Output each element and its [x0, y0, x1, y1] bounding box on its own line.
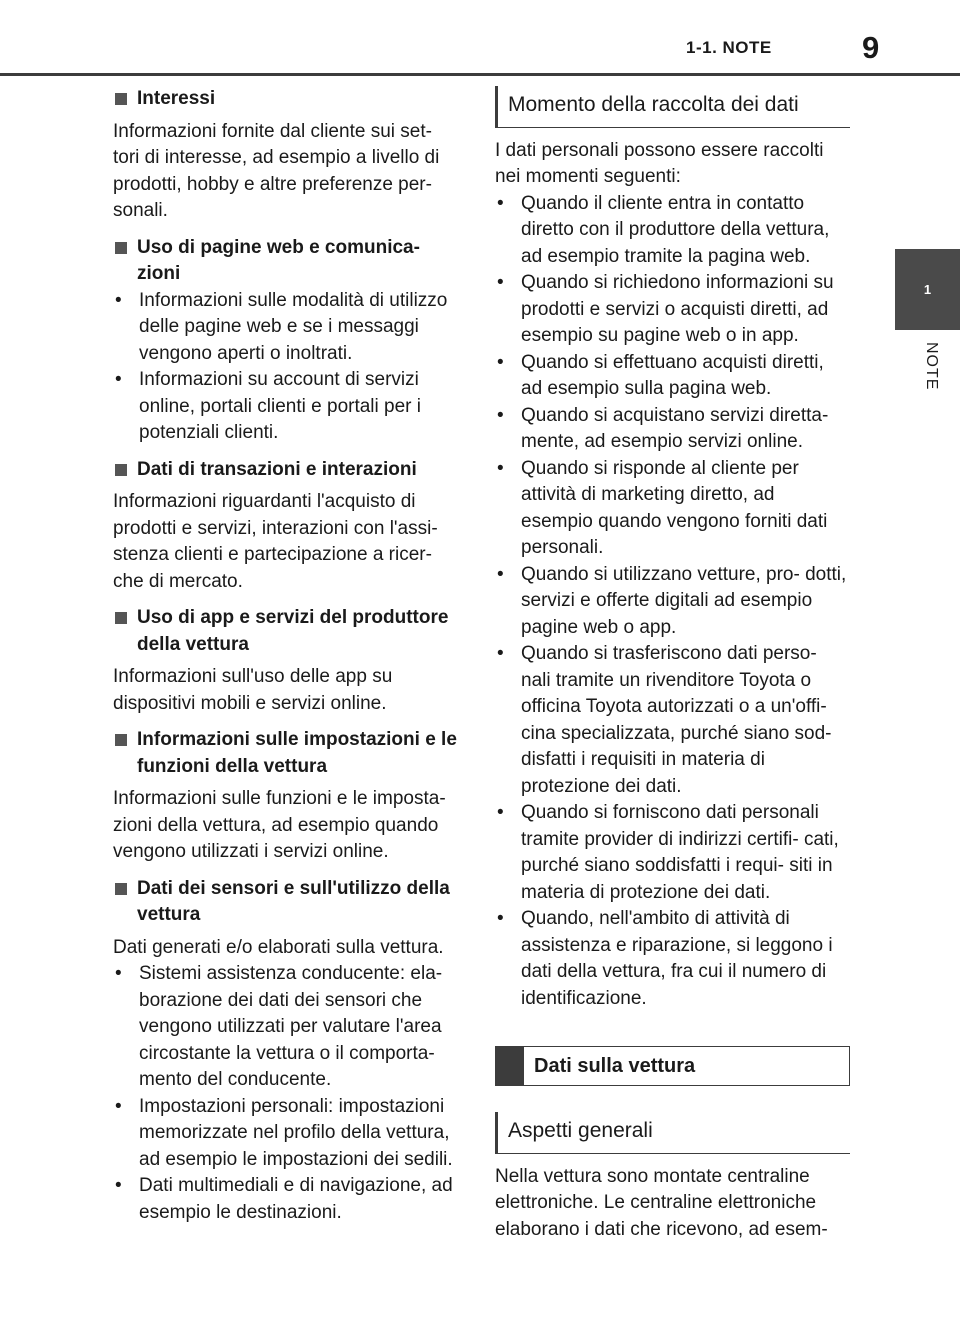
section-heading-vettura: Dati sulla vettura [495, 1046, 850, 1086]
subheading-interessi: Interessi [113, 86, 463, 113]
paragraph: Informazioni sull'uso delle app su dispositivi mobili e servizi online. [113, 666, 393, 714]
right-column [495, 86, 850, 1243]
square-bullet-icon [115, 734, 127, 746]
paragraph: Informazioni riguardanti l'acquisto di prodotti e servizi, interazioni con l'assi- stenza clienti e partecipazione a ricer- che di mercato. [113, 491, 438, 592]
list-item: • Sistemi assistenza conducente: ela- borazione dei dati dei sensori che vengono utilizzati per valutare l'area circostante la vettura o il comporta- mento del conducente. [115, 963, 443, 1090]
list-item: • Quando si effettuano acquisti diretti, ad esempio sulla pagina web. [497, 351, 824, 399]
paragraph: Nella vettura sono montate centraline elettroniche. Le centraline elettroniche elaborano i dati che ricevono, ad esem- [495, 1165, 828, 1240]
paragraph: Informazioni fornite dal cliente sui set- tori di interesse, ad esempio a livello di prodotti, hobby e altre preferenze per- sonali. [113, 120, 440, 221]
list-item: • Informazioni su account di servizi online, portali clienti e portali per i potenziali clienti. [115, 369, 421, 443]
chapter-tab[interactable]: 1 [895, 249, 960, 330]
left-column [113, 86, 463, 1226]
section-heading-raccolta: Momento della raccolta dei dati [495, 86, 850, 128]
page-number: 9 [862, 30, 880, 65]
list-item: • Quando si richiedono informazioni su prodotti e servizi o acquisti diretti, ad esempio su pagine web o in app. [497, 272, 834, 346]
list-item: • Quando si acquistano servizi diretta- mente, ad esempio servizi online. [497, 404, 829, 452]
list-item: • Quando, nell'ambito di attività di assistenza e riparazione, si leggono i dati della vettura, fra cui il numero di identificazione. [497, 908, 833, 1009]
subheading-impostazioni: Informazioni sulle impostazioni e le funzioni della vettura [113, 727, 463, 780]
list-item: • Quando si risponde al cliente per attività di marketing diretto, ad esempio quando vengono forniti dati personali. [497, 457, 828, 558]
list-item: • Quando si forniscono dati personali tramite provider di indirizzi certifi- cati, purché siano soddisfatti i requi- siti in materia di protezione dei dati. [497, 802, 839, 903]
header-rule [0, 73, 960, 76]
list-item: • Dati multimediali e di navigazione, ad esempio le destinazioni. [115, 1175, 453, 1223]
list-item: • Quando il cliente entra in contatto diretto con il produttore della vettura, ad esempio tramite la pagina web. [497, 192, 830, 267]
list-item: • Quando si trasferiscono dati perso- nali tramite un rivenditore Toyota o officina Toyota autorizzati o a un'offi- cina specializzata, purché siano sod- disfatti i requisiti in materia di protezione dei dati. [497, 643, 832, 797]
square-bullet-icon [115, 612, 127, 624]
list-item: • Informazioni sulle modalità di utilizzo delle pagine web e se i messaggi vengono aperti o inoltrati. [115, 289, 448, 364]
bullet-list [495, 191, 850, 1013]
page-header [0, 0, 960, 76]
square-bullet-icon [115, 883, 127, 895]
list-item: • Impostazioni personali: impostazioni memorizzate nel profilo della vettura, ad esempio le impostazioni dei sedili. [115, 1095, 453, 1170]
paragraph: I dati personali possono essere raccolti nei momenti seguenti: [495, 139, 824, 187]
bullet-list [113, 288, 463, 447]
list-item: • Quando si utilizzano vetture, pro- dotti, servizi e offerte digitali ad esempio pagine web o app. [497, 563, 847, 638]
paragraph: Dati generati e/o elaborati sulla vettura. [113, 936, 444, 958]
square-bullet-icon [115, 464, 127, 476]
subheading-app: Uso di app e servizi del produttore della vettura [113, 605, 463, 658]
chapter-label: NOTE [923, 342, 940, 391]
section-heading-aspetti: Aspetti generali [495, 1112, 850, 1154]
subheading-transazioni: Dati di transazioni e interazioni [113, 457, 463, 484]
heading-shade [496, 1047, 524, 1085]
bullet-list [113, 961, 463, 1226]
square-bullet-icon [115, 93, 127, 105]
paragraph: Informazioni sulle funzioni e le imposta- zioni della vettura, ad esempio quando vengono utilizzati i servizi online. [113, 788, 446, 862]
subheading-sensori: Dati dei sensori e sull'utilizzo della vettura [113, 876, 463, 929]
square-bullet-icon [115, 242, 127, 254]
subheading-web: Uso di pagine web e comunica- zioni [113, 235, 463, 288]
section-title: 1-1. NOTE [686, 38, 772, 57]
